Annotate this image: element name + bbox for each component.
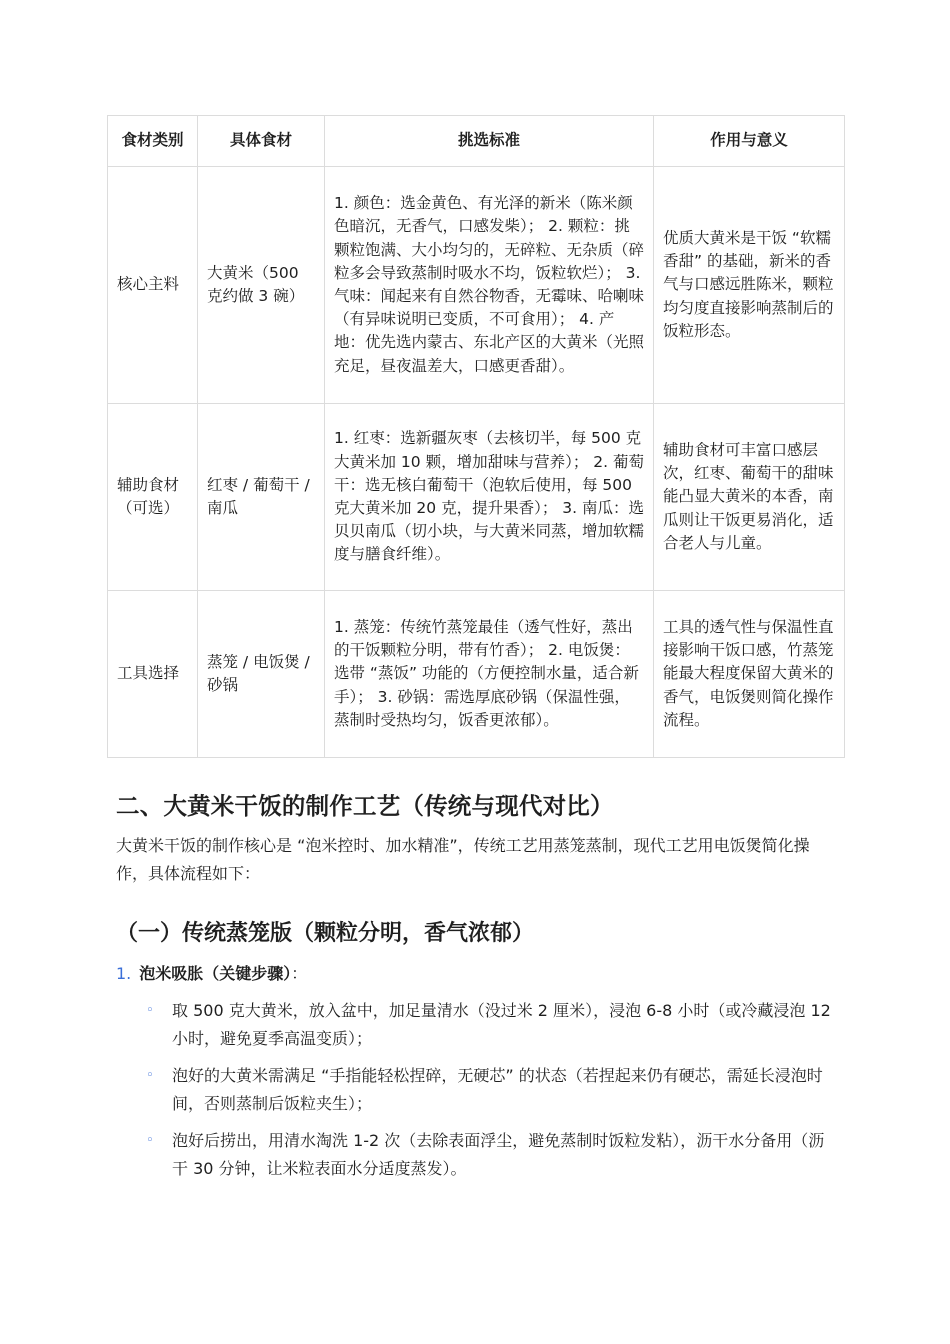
section-heading: 二、大黄米干饭的制作工艺（传统与现代对比）: [116, 792, 614, 820]
cell-purpose: 辅助食材可丰富口感层次，红枣、葡萄干的甜味能凸显大黄米的本香，南瓜则让干饭更易消化，适合老人与儿童。: [654, 404, 845, 591]
table-row: [108, 404, 845, 591]
ingredients-table: [107, 115, 845, 758]
table-row: [108, 591, 845, 758]
section-intro: 大黄米干饭的制作核心是 “泡米控时、加水精准”，传统工艺用蒸笼蒸制，现代工艺用电饭煲简化操作，具体流程如下：: [116, 836, 810, 883]
step-item: [116, 962, 307, 986]
list-item: ◦ 泡好的大黄米需满足 “手指能轻松捏碎，无硬芯” 的状态（若捏起来仍有硬芯，需延长浸泡时间，否则蒸制后饭粒夹生）；: [146, 1062, 836, 1118]
step-number: 1.: [116, 964, 132, 983]
cell-category: 辅助食材（可选）: [108, 404, 198, 591]
bullet-circle-icon: ◦: [146, 1133, 154, 1148]
step-title: 泡米吸胀（关键步骤）: [139, 964, 292, 983]
cell-criteria: 1. 颜色：选金黄色、有光泽的新米（陈米颜色暗沉，无香气，口感发柴）； 2. 颗粒：挑颗粒饱满、大小均匀的，无碎粒、无杂质（碎粒多会导致蒸制时吸水不均，饭粒软烂）； 3. 气味：闻起来有自然谷物香，无霉味、哈喇味（有异味说明已变质，不可食用）； 4. 产地：优先选内蒙古、东北产区的大黄米（光照充足，昼夜温差大，口感更香甜）。: [325, 167, 654, 404]
cell-category: 工具选择: [108, 591, 198, 758]
cell-category: 核心主料: [108, 167, 198, 404]
cell-criteria: 1. 蒸笼：传统竹蒸笼最佳（透气性好，蒸出的干饭颗粒分明，带有竹香）； 2. 电饭煲：选带 “蒸饭” 功能的（方便控制水量，适合新手）； 3. 砂锅：需选厚底砂锅（保温性强，蒸制时受热均匀，饭香更浓郁）。: [325, 591, 654, 758]
cell-item: 蒸笼 / 电饭煲 / 砂锅: [198, 591, 325, 758]
header-item: 具体食材: [198, 116, 325, 167]
step-bullet-list: [146, 997, 836, 1192]
bullet-circle-icon: ◦: [146, 1003, 154, 1018]
table-header-row: [108, 116, 845, 167]
cell-item: 大黄米（500 克约做 3 碗）: [198, 167, 325, 404]
header-criteria: 挑选标准: [325, 116, 654, 167]
list-item: ◦ 取 500 克大黄米，放入盆中，加足量清水（没过米 2 厘米），浸泡 6-8 小时（或冷藏浸泡 12 小时，避免夏季高温变质）；: [146, 997, 836, 1053]
cell-purpose: 优质大黄米是干饭 “软糯香甜” 的基础，新米的香气与口感远胜陈米，颗粒均匀度直接影响蒸制后的饭粒形态。: [654, 167, 845, 404]
list-item: ◦ 泡好后捞出，用清水淘洗 1-2 次（去除表面浮尘，避免蒸制时饭粒发粘），沥干水分备用（沥干 30 分钟，让米粒表面水分适度蒸发）。: [146, 1127, 836, 1183]
table-row: [108, 167, 845, 404]
cell-criteria: 1. 红枣：选新疆灰枣（去核切半，每 500 克大黄米加 10 颗，增加甜味与营养）； 2. 葡萄干：选无核白葡萄干（泡软后使用，每 500 克大黄米加 20 克，提升果香）； 3. 南瓜：选贝贝南瓜（切小块，与大黄米同蒸，增加软糯度与膳食纤维）。: [325, 404, 654, 591]
subsection-heading: （一）传统蒸笼版（颗粒分明，香气浓郁）: [116, 921, 535, 946]
bullet-circle-icon: ◦: [146, 1068, 154, 1083]
step-colon: ：: [291, 964, 308, 983]
cell-purpose: 工具的透气性与保温性直接影响干饭口感，竹蒸笼能最大程度保留大黄米的香气，电饭煲则简化操作流程。: [654, 591, 845, 758]
document-page: [107, 115, 844, 1178]
cell-item: 红枣 / 葡萄干 / 南瓜: [198, 404, 325, 591]
header-category: 食材类别: [108, 116, 198, 167]
header-purpose: 作用与意义: [654, 116, 845, 167]
